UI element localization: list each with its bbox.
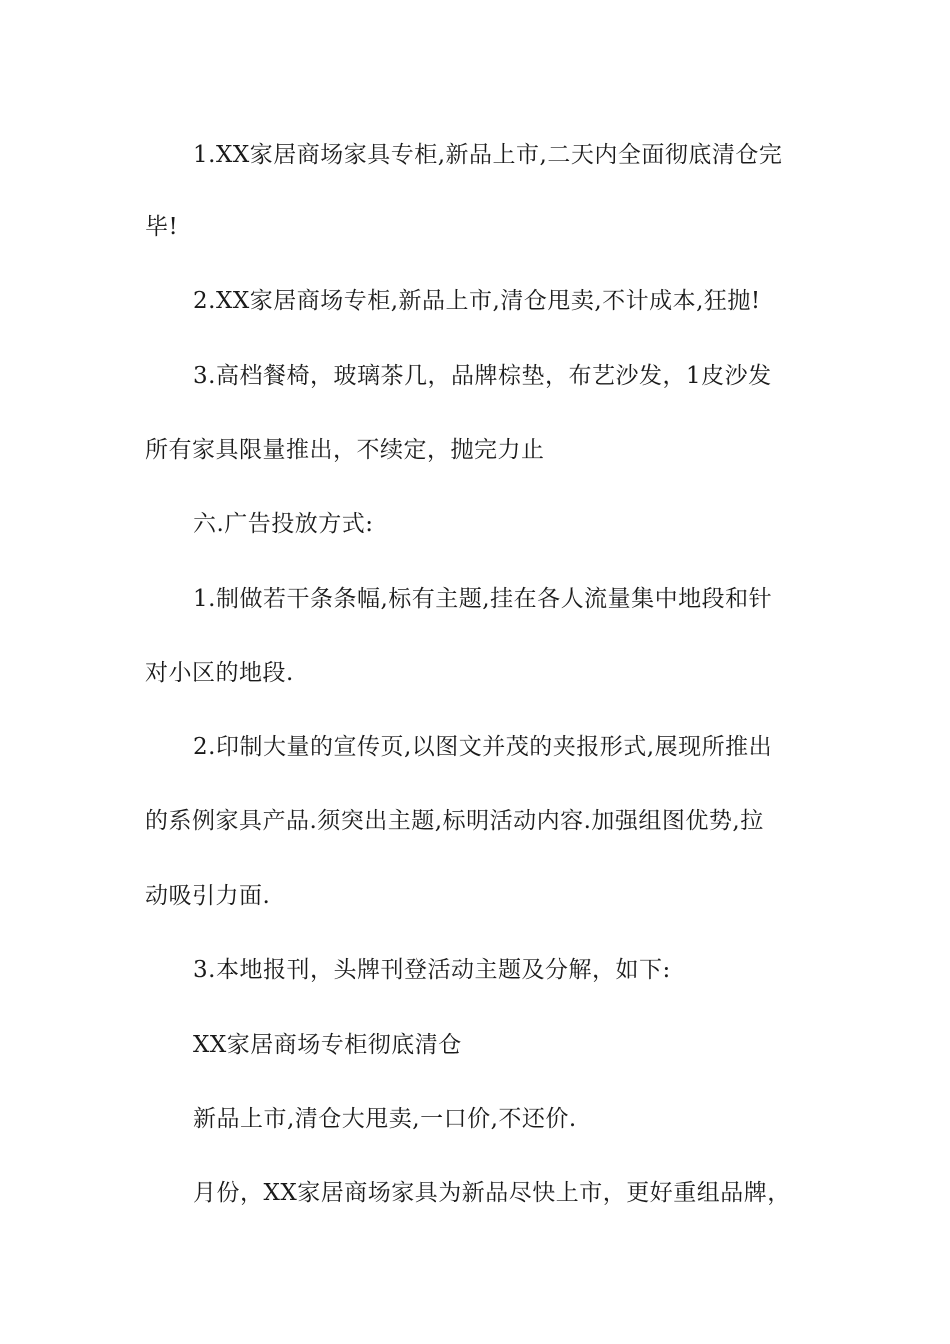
paragraph-line: 的系例家具产品.须突出主题,标明活动内容.加强组图优势,拉 <box>145 808 764 834</box>
paragraph-line: 3.本地报刊，头牌刊登活动主题及分解，如下: <box>193 957 671 983</box>
ad-subline: 新品上市,清仓大甩卖,一口价,不还价. <box>193 1106 577 1132</box>
ad-headline: XX家居商场专柜彻底清仓 <box>193 1032 462 1058</box>
paragraph-line: 动吸引力面. <box>145 883 271 909</box>
paragraph-line: 毕! <box>145 214 179 240</box>
section-heading: 六.广告投放方式: <box>193 511 374 537</box>
paragraph-line: 月份，XX家居商场家具为新品尽快上市，更好重组品牌， <box>193 1180 791 1206</box>
paragraph-line: 2.印制大量的宣传页,以图文并茂的夹报形式,展现所推出 <box>193 734 773 760</box>
paragraph-line: 2.XX家居商场专柜,新品上市,清仓甩卖,不计成本,狂抛! <box>193 288 761 314</box>
paragraph-line: 1.制做若干条条幅,标有主题,挂在各人流量集中地段和针 <box>193 586 773 612</box>
paragraph-line: 对小区的地段. <box>145 660 294 686</box>
paragraph-line: 所有家具限量推出，不续定，抛完力止 <box>145 437 545 463</box>
paragraph-line: 3.高档餐椅，玻璃茶几，品牌棕垫，布艺沙发，1皮沙发 <box>193 363 772 389</box>
paragraph-line: 1.XX家居商场家具专柜,新品上市,二天内全面彻底清仓完 <box>193 142 783 168</box>
